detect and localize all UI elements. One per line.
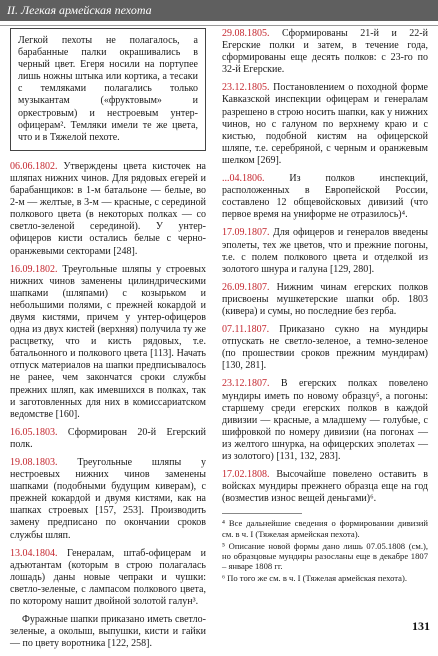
entry-text: Фуражные шапки приказано иметь светло-зеленые, а околыш, выпушки, кисти и гайки — по цвету воротника [122, 258].	[10, 614, 206, 650]
boxed-note	[10, 28, 206, 151]
chronicle-entry	[10, 614, 206, 650]
footnote: ⁵ Описание новой формы дано лишь 07.05.1808 (см.), но образцовые мундиры разосланы еще в декабре 1807 – январе 1808 гг.	[222, 540, 428, 572]
entry-date: 16.05.1803.	[10, 426, 58, 438]
footnote: ⁶ По того же см. в ч. I (Тяжелая армейская пехота).	[222, 573, 407, 584]
entry-date: 17.02.1808.	[222, 469, 270, 481]
chronicle-entry	[10, 427, 206, 451]
boxed-note-text: Легкой пехоты не полагалось, а барабанные палки окрашивались в черный цвет. Егеря носили на портупее лишь ножны штыка или кортика, а тесаки с темляками полагались только музыкантам («фруктовым» и оркестровым) и нестроевым унтер-офицерам². Темляки имели те же цвета, что и в Тяжелой пехоте.	[18, 35, 198, 143]
entry-text: Высочайше повелено оставить в войсках мундиры прежнего образца еще на год (возместив износ вещей деньгами)⁶.	[222, 469, 428, 505]
entry-date: 29.08.1805.	[222, 28, 270, 39]
entry-text: Для офицеров и генералов введены эполеты, тех же цветов, что и прежние погоны, т.е. с полем полкового цвета и отделкой из золотого шнура и галуна [129, 280].	[222, 227, 428, 275]
chronicle-entry	[10, 161, 206, 258]
entry-text: Из полков инспекций, расположенных в Европейской России, составлено 12 общевойсковых дивизий (что первое время на униформе не отразилось)⁴.	[222, 173, 428, 221]
chronicle-entry	[222, 227, 428, 275]
running-header	[0, 0, 438, 21]
entry-date: 19.08.1803.	[10, 457, 58, 468]
right-column	[222, 28, 428, 586]
entry-text: Генералам, штаб-офицерам и адъютантам (которым в строю полагалась лошадь) даны новые чепраки и чушки: светло-зеленые, с лампасом полкового цвета, по которому нашит двойной золотой галун³.	[10, 547, 206, 608]
entry-text: Треугольные шляпы у строевых нижних чинов заменены цилиндрическими шапками (шляпами) с козырьком и небольшими полями, с прежней кокардой и двумя кистями, причем у унтер-офицеров одна из двух кистей (верхняя) получила ту же расцветку, что и кисть рядовых, т.е. батальонного и полкового цвета [113]. Начать отпуск материалов на шапки предписывалось не ранее, чем закончатся сроки службы прежних шляп, как имевшихся в полках, так и заготовленных для них в комиссариатском ведомстве [160].	[10, 263, 206, 420]
footnotes	[222, 518, 428, 583]
chronicle-entry	[222, 378, 428, 463]
chronicle-entry	[222, 282, 428, 318]
chronicle-entry	[222, 28, 428, 76]
chronicle-entry	[10, 457, 206, 542]
chronicle-entry	[222, 173, 428, 221]
chronicle-entry	[222, 82, 428, 167]
chronicle-entry	[222, 469, 428, 505]
entry-date: 23.12.1805.	[222, 82, 270, 94]
entry-date: 16.09.1802.	[10, 263, 58, 275]
header-rule	[0, 25, 438, 26]
entry-text: Утверждены цвета кисточек на шляпах нижних чинов. Для рядовых егерей и барабанщиков: в 1-м батальоне — белые, во 2-м — желтые, в 3-м — красные, с серединой полкового цвета (в некоторых полках — со светло-зеленой серединой). У унтер-офицеров кисти остались белые с черно-оранжевыми секторами [248].	[10, 160, 206, 257]
entry-text: В егерских полках повелено мундиры иметь по новому образцу⁵, а погоны: старшему среди егерских полков в каждой дивизии — красные, а младшему — голубые, с шифровкой по номеру дивизии (на погонах — из желтого шнурка, на офицерских эполетах — из золотого) [131, 132, 283].	[222, 378, 428, 462]
entry-date: ...04.1806.	[222, 173, 265, 185]
entry-date: 23.12.1807.	[222, 378, 270, 390]
footnote-rule	[222, 513, 302, 514]
entry-date: 13.04.1804.	[10, 547, 58, 559]
right-entries	[222, 28, 428, 505]
entry-date: 06.06.1802.	[10, 160, 58, 172]
page-number: 131	[412, 619, 430, 633]
entry-date: 17.09.1807.	[222, 227, 270, 239]
left-entries	[10, 161, 206, 651]
running-header-title: II. Легкая армейская пехота	[7, 3, 152, 17]
entry-text: Сформирован 20-й Егерский полк.	[10, 426, 206, 450]
entry-text: Нижним чинам егерских полков присвоены мушкетерские шапки обр. 1803 (кивера) и сумы, но последние без герба.	[222, 281, 428, 317]
left-column	[10, 28, 206, 656]
entry-date: 26.09.1807.	[222, 281, 270, 293]
entry-text: Сформированы 21-й и 22-й Егерские полки и затем, в течение года, сформированы еще десять полков: с 23-го по 32-й Егерские.	[222, 28, 428, 76]
entry-date: 07.11.1807.	[222, 324, 270, 336]
chronicle-entry	[10, 548, 206, 608]
entry-text: Треугольные шляпы у нестроевых нижних чинов заменены шапками (подобными будущим киверам), с прежней кокардой и двумя кистями, как на шапках строевых [157, 253]. Производить замену предписано по окончании сроков службы шляп.	[10, 457, 206, 541]
footnote: ⁴ Все дальнейшие сведения о формировании дивизий см. в ч. I (Тяжелая армейская пехота).	[222, 518, 428, 539]
entry-text: Постановлением о походной форме Кавказской инспекции офицерам и генералам разрешено в строю носить шапки, как у нижних чинов, но с галуном по верхнему краю и с кистью, подобной кистям на офицерской шляпе, т.е. серебряной, с черным и оранжевым шелком [269].	[222, 82, 428, 166]
chronicle-entry	[10, 264, 206, 421]
chronicle-entry	[222, 324, 428, 372]
entry-text: Приказано сукно на мундиры отпускать не светло-зеленое, а темно-зеленое (по прошествии сроков прежним мундирам) [130, 281].	[222, 324, 428, 372]
